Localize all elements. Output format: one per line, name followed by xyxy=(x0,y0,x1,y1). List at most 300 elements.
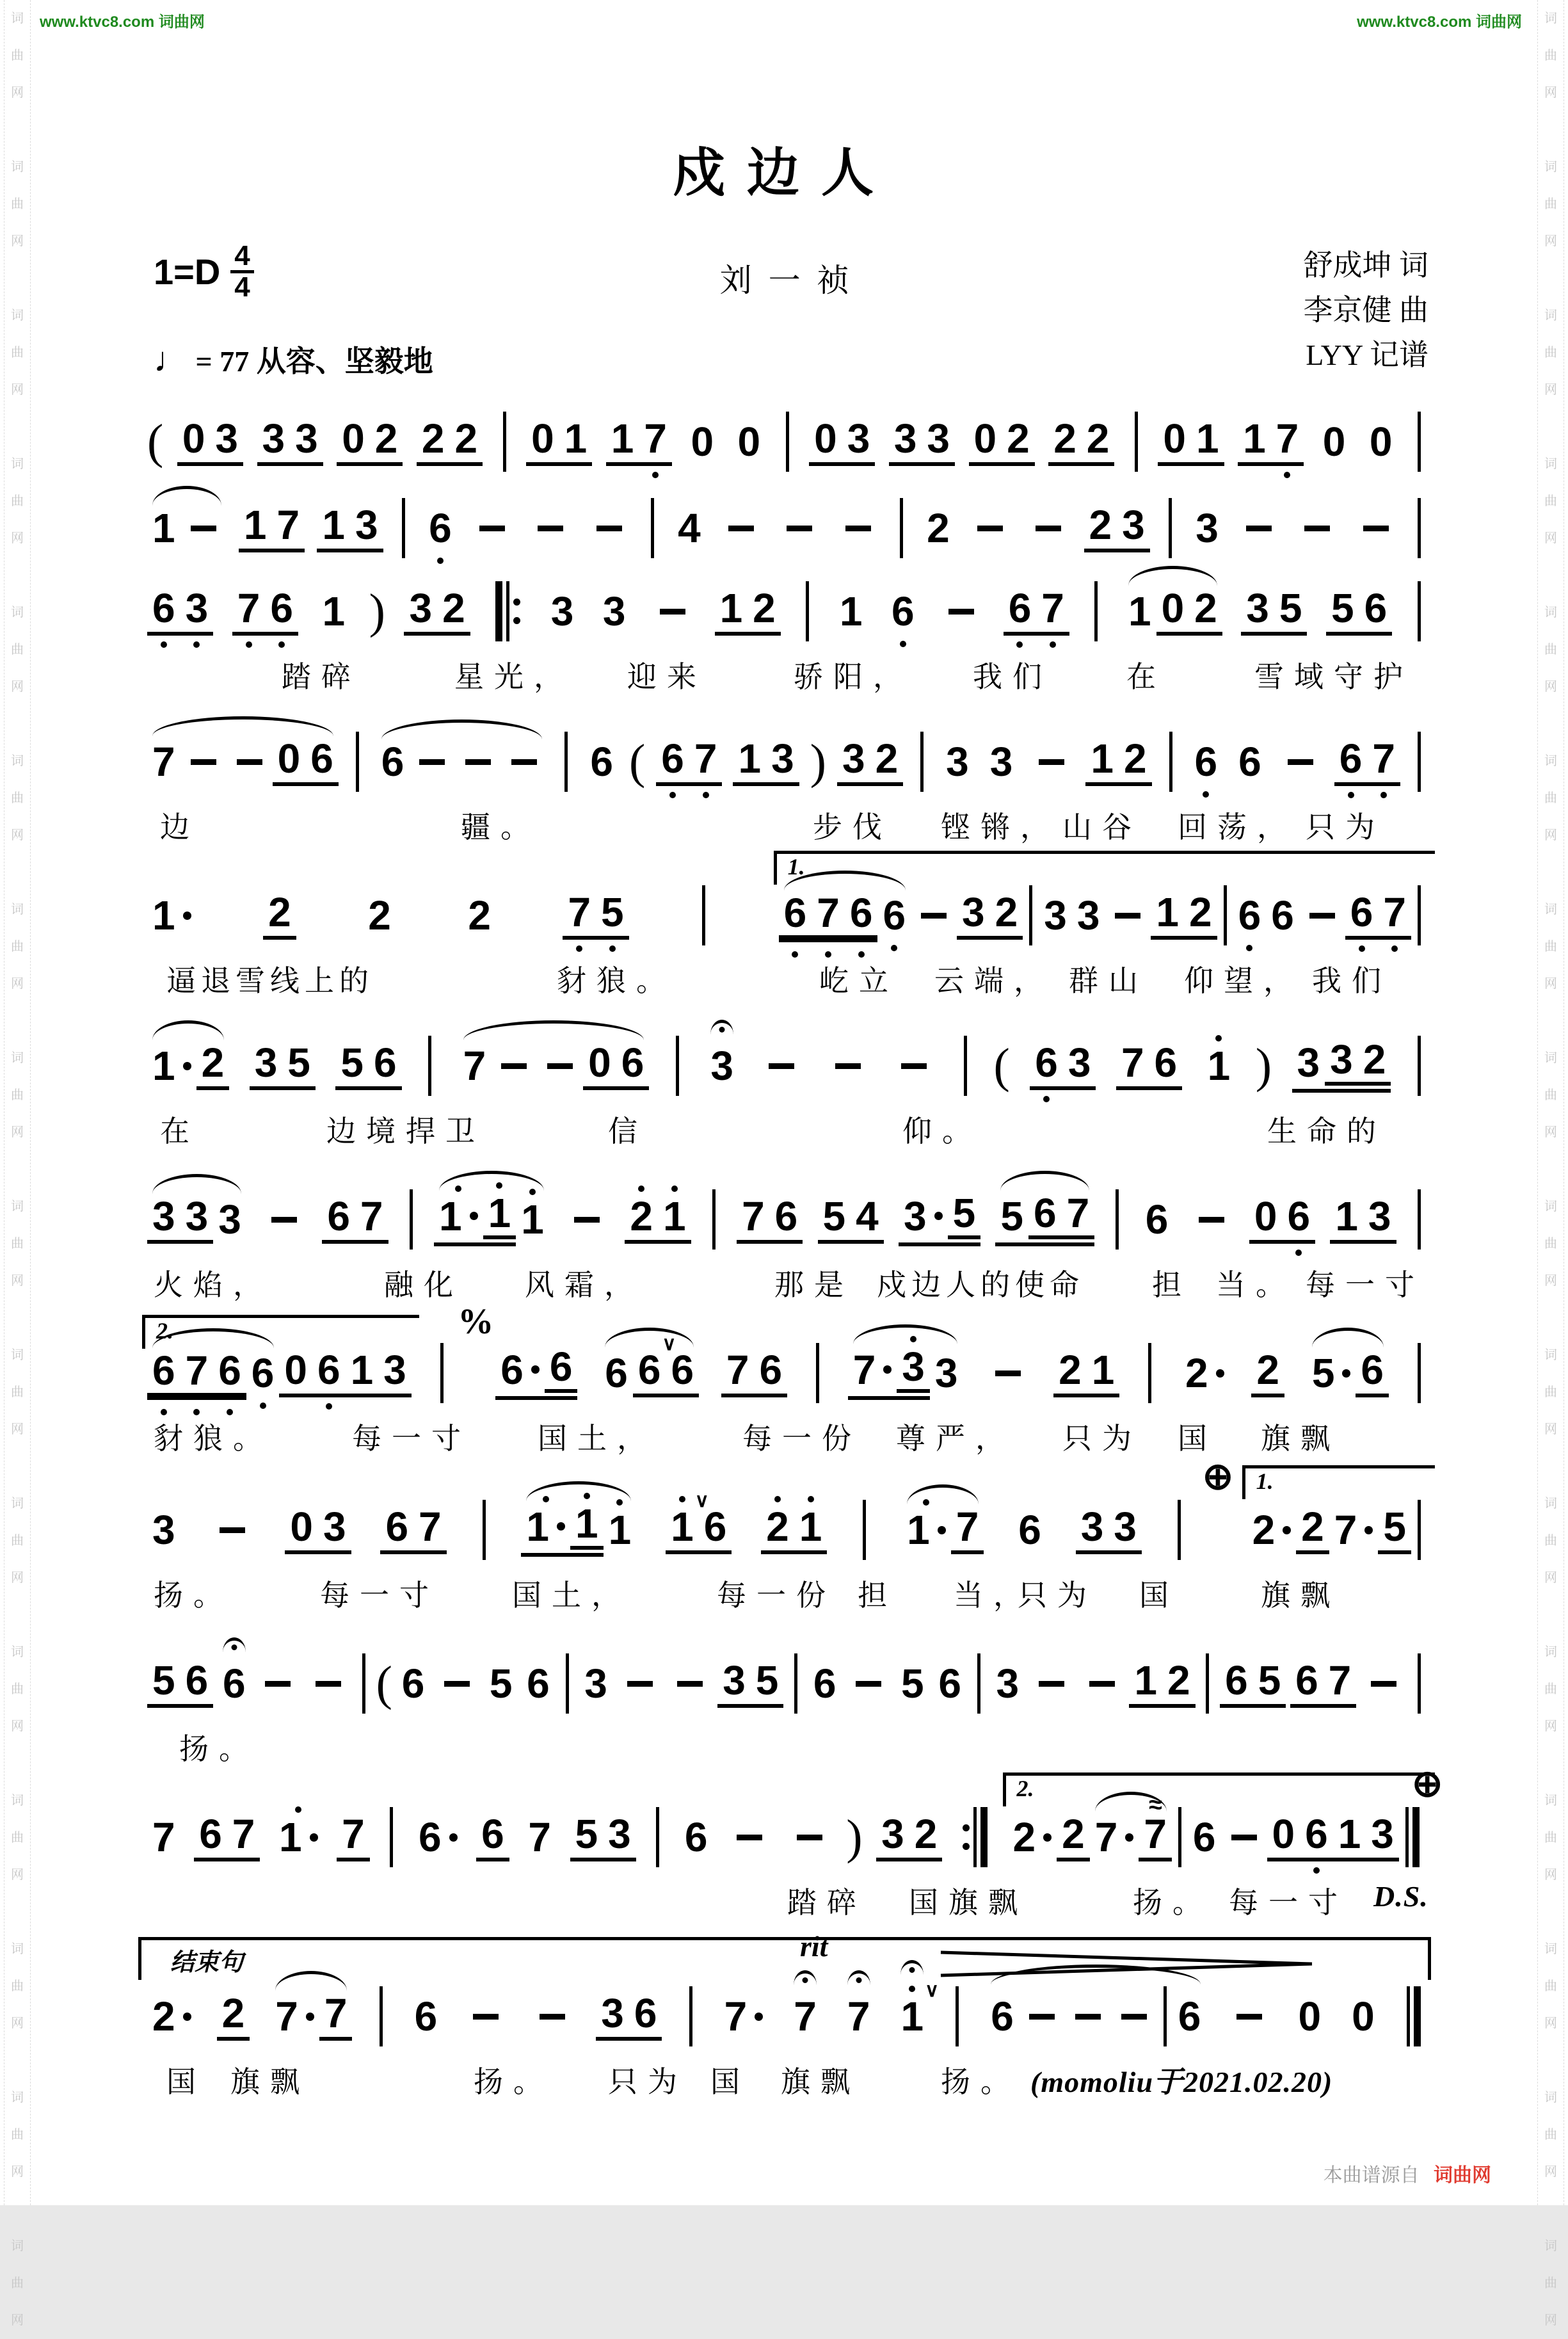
note-digit: 2 xyxy=(1363,1036,1386,1082)
note-digit: 5 xyxy=(1331,584,1354,631)
lyric-chunk: 屹立 xyxy=(819,965,899,997)
barline xyxy=(1418,1036,1421,1096)
note-digit: 1 xyxy=(521,1196,544,1242)
beam-group xyxy=(1116,1039,1182,1090)
note xyxy=(322,501,345,548)
note xyxy=(907,1507,946,1553)
note xyxy=(1371,1810,1394,1857)
augmentation-dot xyxy=(183,2013,191,2021)
lyric-chunk: 只为 xyxy=(608,2066,687,2098)
note-digit: 3 xyxy=(902,1344,925,1390)
note-digit: 6 xyxy=(783,889,807,936)
barline xyxy=(1169,732,1172,792)
note xyxy=(575,1810,598,1857)
thin-bar xyxy=(1418,1036,1421,1096)
note xyxy=(814,415,837,462)
watermark-site-top-left: www.ktvc8.com 词曲网 xyxy=(40,13,205,31)
barline xyxy=(1148,1343,1151,1403)
note xyxy=(549,1344,573,1390)
barline xyxy=(390,1807,393,1867)
note-digit: 1 xyxy=(611,415,634,462)
note-digit: 5 xyxy=(1311,1350,1335,1396)
note xyxy=(914,1810,938,1857)
note-digit: 2 xyxy=(630,1193,653,1239)
beam-group xyxy=(239,501,305,552)
note xyxy=(1252,1507,1292,1553)
thin-bar xyxy=(566,1653,569,1714)
octave-dot-below xyxy=(792,951,798,958)
duration-dash xyxy=(316,1681,341,1687)
beam-group xyxy=(948,1190,981,1239)
note xyxy=(662,1193,686,1239)
slur-arc xyxy=(1123,584,1222,636)
octave-dot-below xyxy=(900,641,906,647)
beam-group xyxy=(1053,1346,1119,1397)
duration-dash xyxy=(465,759,491,765)
note-digit: 5 xyxy=(952,1190,976,1236)
octave-dot-above xyxy=(616,1499,623,1506)
beam-group xyxy=(889,415,955,466)
octave-dot-above xyxy=(295,1806,301,1813)
note xyxy=(852,1346,892,1393)
augmentation-dot xyxy=(934,1212,943,1220)
thin-bar xyxy=(920,732,924,792)
barline xyxy=(1178,1500,1181,1560)
beam-group xyxy=(897,1346,930,1393)
note-digit: 3 xyxy=(962,888,985,935)
augmentation-dot xyxy=(531,1365,540,1374)
note xyxy=(726,1346,749,1393)
note xyxy=(794,1993,817,2039)
thin-bar xyxy=(564,732,568,792)
barline xyxy=(1164,1986,1167,2046)
slur-arc xyxy=(995,1190,1094,1246)
note-digit: 6 xyxy=(222,1660,246,1707)
beam-group xyxy=(1076,1503,1142,1554)
note-digit: 7 xyxy=(1328,1657,1352,1703)
note-digit: 3 xyxy=(550,588,574,634)
note xyxy=(152,739,175,785)
lyric-chunk: 我们 xyxy=(973,661,1052,693)
octave-dot-below xyxy=(1380,792,1387,798)
octave-dot-above xyxy=(909,1986,915,1992)
note-digit: 5 xyxy=(340,1039,364,1086)
note-digit: 3 xyxy=(152,1507,175,1553)
note-digit: 6 xyxy=(1287,1193,1311,1239)
note-digit: 7 xyxy=(1383,888,1406,935)
thin-bar xyxy=(506,581,509,641)
note-digit: 7 xyxy=(724,1993,748,2039)
note xyxy=(385,1503,409,1550)
lyrics-row xyxy=(147,1108,1427,1148)
note-digit: 3 xyxy=(185,1193,209,1239)
note xyxy=(1339,735,1363,782)
note xyxy=(1068,1039,1091,1086)
note xyxy=(1368,1193,1391,1239)
lyric-chunk: 每一寸 xyxy=(1229,1886,1348,1919)
note-digit: 4 xyxy=(678,505,701,551)
note xyxy=(342,415,365,462)
lyric-chunk: 担 xyxy=(1152,1269,1192,1301)
song-title: 戍边人 xyxy=(672,144,895,202)
octave-dot-below xyxy=(326,1403,332,1410)
note xyxy=(342,1810,365,1857)
dot xyxy=(963,1824,970,1831)
note-digit: 6 xyxy=(1295,1657,1318,1703)
octave-dot-above xyxy=(638,1186,644,1192)
beam-group xyxy=(957,888,1023,940)
note xyxy=(409,584,433,631)
barline xyxy=(1407,1986,1421,2046)
lyric-chunk: 扬。 xyxy=(941,2066,1020,2098)
bottom-credit-site-link[interactable]: 词曲网 xyxy=(1434,2165,1491,2186)
note-digit: 6 xyxy=(1364,584,1388,631)
note xyxy=(481,1810,504,1857)
thin-bar xyxy=(356,732,359,792)
note-digit: 1 xyxy=(152,1043,175,1089)
note xyxy=(1008,584,1032,631)
note xyxy=(1167,1657,1190,1703)
left-watermark-column: 词 曲 网 词 曲 网 词 曲 网 词 曲 网 词 曲 网 词 曲 网 词 曲 网 词 曲 网 词 曲 网 词 曲 网 词 曲 网 词 曲 网 词 曲 网 词 曲 网 词 曲 网 词 曲 网 xyxy=(4,0,31,2205)
lyric-chunk: 豺狼。 xyxy=(557,965,676,997)
note xyxy=(1062,1810,1085,1857)
note xyxy=(621,1039,644,1086)
barline xyxy=(566,1653,569,1714)
note xyxy=(1086,415,1110,462)
thin-bar xyxy=(973,1807,977,1867)
duration-dash xyxy=(797,1835,822,1840)
beam-group xyxy=(1326,584,1392,636)
note xyxy=(268,888,291,935)
note xyxy=(531,415,554,462)
note-digit: 6 xyxy=(849,889,873,936)
barline xyxy=(794,1653,797,1714)
note xyxy=(1122,501,1145,548)
note xyxy=(284,1346,307,1393)
coda-glyph: ⊕ xyxy=(1202,1456,1234,1497)
volta-label: 2. xyxy=(1016,1776,1034,1801)
note xyxy=(742,1193,765,1239)
repeat-dots xyxy=(513,599,520,624)
fermata-icon xyxy=(223,1637,246,1652)
note xyxy=(1311,1350,1351,1396)
note-digit: 0 xyxy=(737,419,761,465)
augmentation-dot xyxy=(310,1833,318,1842)
note-digit: 1 xyxy=(1091,1346,1115,1393)
note-digit: 6 xyxy=(185,1657,209,1703)
slur-arc xyxy=(902,1503,984,1554)
lyric-chunk: 踏碎 xyxy=(282,661,361,693)
note-digit: 3 xyxy=(1080,1503,1104,1550)
note xyxy=(218,1347,241,1394)
beam-group xyxy=(273,735,339,786)
thin-bar xyxy=(900,498,903,558)
note-digit: 6 xyxy=(549,1344,573,1390)
note-digit: 3 xyxy=(355,501,378,548)
note-digit: 6 xyxy=(1350,888,1373,935)
note-digit: 2 xyxy=(1123,735,1147,782)
note xyxy=(927,505,950,551)
note-digit: 2 xyxy=(1053,415,1076,462)
thin-bar xyxy=(964,1036,967,1096)
note-digit: 6 xyxy=(813,1660,836,1707)
duration-dash xyxy=(1231,1835,1257,1840)
octave-dot-below xyxy=(1016,641,1023,648)
duration-dash xyxy=(787,526,812,531)
note-digit: 3 xyxy=(1297,1039,1320,1086)
note-digit: 3 xyxy=(295,415,318,462)
note-digit: 2 xyxy=(268,888,291,935)
note-digit: 1 xyxy=(322,501,345,548)
note xyxy=(608,1507,632,1553)
lyric-chunk: 回荡， xyxy=(1178,811,1297,844)
duration-dash xyxy=(1309,913,1335,919)
barline xyxy=(483,1500,486,1560)
beam-group xyxy=(521,1500,603,1557)
note xyxy=(1238,739,1261,785)
thin-bar xyxy=(390,1807,393,1867)
note xyxy=(710,1043,733,1089)
beam-group xyxy=(1151,888,1217,940)
note-digit: 0 xyxy=(284,1346,307,1393)
beam-group xyxy=(1156,584,1222,636)
note-digit: 1 xyxy=(1134,1657,1157,1703)
octave-dot-above xyxy=(543,1496,549,1502)
duration-dash xyxy=(901,1063,927,1069)
duration-dash xyxy=(1371,1681,1396,1687)
beam-group xyxy=(666,1490,732,1554)
note xyxy=(893,415,917,462)
lyrics-row xyxy=(147,1879,1427,1919)
note xyxy=(724,1993,764,2039)
note xyxy=(383,1346,406,1393)
note-digit: 7 xyxy=(847,1993,870,2039)
note xyxy=(323,1503,346,1550)
note xyxy=(1196,415,1219,462)
note-digit: 0 xyxy=(1352,1993,1375,2039)
note-digit: 6 xyxy=(634,1989,657,2036)
beam-group xyxy=(1158,415,1224,466)
barline xyxy=(786,412,789,472)
lyric-chunk: 当， xyxy=(954,1579,1033,1612)
note-digit: 0 xyxy=(814,415,837,462)
note-digit: 0 xyxy=(1161,584,1185,631)
note-digit: 5 xyxy=(152,1657,175,1703)
beam-group xyxy=(733,735,799,786)
note-digit: 0 xyxy=(1254,1193,1277,1239)
lyric-chunk: 扬。 xyxy=(1133,1886,1212,1919)
note xyxy=(671,1490,709,1550)
beam-group xyxy=(779,889,878,939)
note-digit: 2 xyxy=(152,1993,175,2039)
note xyxy=(526,1503,565,1550)
barline xyxy=(712,1189,716,1250)
barline xyxy=(702,885,705,945)
beam-group xyxy=(1378,1503,1411,1554)
duration-dash xyxy=(191,526,216,531)
octave-dot-above xyxy=(923,1499,929,1506)
note xyxy=(1034,1190,1057,1236)
barline xyxy=(977,1653,980,1714)
thin-bar xyxy=(712,1189,716,1250)
note xyxy=(817,889,840,936)
beam-group xyxy=(1139,1791,1172,1861)
note xyxy=(737,419,761,465)
lyric-chunk: 生命的 xyxy=(1267,1115,1386,1148)
note xyxy=(152,892,191,938)
note-digit: 3 xyxy=(996,1660,1020,1707)
credit-composer: 李京健 曲 xyxy=(1303,293,1428,326)
augmentation-dot xyxy=(557,1522,565,1531)
note xyxy=(355,501,378,548)
beam-group xyxy=(1345,888,1411,940)
thin-bar xyxy=(1418,732,1421,792)
note xyxy=(201,1039,225,1086)
duration-dash xyxy=(845,526,871,531)
note-digit: 1 xyxy=(1128,588,1151,634)
note xyxy=(1383,1503,1406,1550)
thin-bar xyxy=(503,412,506,472)
note xyxy=(215,415,238,462)
duration-dash xyxy=(540,2014,565,2020)
barline xyxy=(676,1036,679,1096)
note xyxy=(1000,1193,1024,1239)
duration-dash xyxy=(948,609,974,615)
lyric-chunk: 国 xyxy=(166,2066,206,2098)
lyric-chunk: 在 xyxy=(160,1115,200,1148)
lyrics-row xyxy=(147,1415,1427,1455)
note-digit: 1 xyxy=(1335,1193,1358,1239)
music-system-10 xyxy=(147,1652,1427,1765)
barline xyxy=(1418,581,1421,641)
note-digit: 5 xyxy=(601,888,624,935)
note-digit: 6 xyxy=(1145,1196,1169,1242)
note-digit: 2 xyxy=(1062,1810,1085,1857)
note xyxy=(418,1814,458,1860)
note-digit: 3 xyxy=(1044,892,1067,938)
lyric-chunk: 国土， xyxy=(512,1579,631,1612)
thin-bar xyxy=(1164,1986,1167,2046)
music-system-7 xyxy=(147,1187,1427,1301)
volta-bracket xyxy=(779,854,1427,945)
note-digit: 5 xyxy=(901,1660,924,1707)
note xyxy=(1305,1810,1328,1857)
beam-group xyxy=(1249,1193,1315,1244)
barline xyxy=(1418,412,1421,472)
octave-dot-above xyxy=(671,1186,678,1192)
note xyxy=(1091,1346,1115,1393)
note xyxy=(1189,888,1212,935)
note xyxy=(275,1993,314,2039)
ending-phrase-label: 结束句 xyxy=(170,1949,244,1976)
note-digit: 3 xyxy=(847,415,870,462)
note-digit: 2 xyxy=(1252,1507,1276,1553)
thin-bar xyxy=(483,1500,486,1560)
note-digit: 2 xyxy=(995,888,1018,935)
beam-group xyxy=(1356,1346,1389,1397)
note xyxy=(324,1989,348,2036)
beam-group xyxy=(837,735,903,786)
beam-group xyxy=(495,1346,577,1400)
note xyxy=(900,1980,940,2039)
barline xyxy=(1418,1343,1421,1403)
note-digit: 6 xyxy=(892,588,915,634)
note-digit: 2 xyxy=(1007,415,1030,462)
lyric-chunk: 那是 xyxy=(774,1269,854,1301)
thick-bar xyxy=(1414,1986,1421,2046)
note xyxy=(989,739,1013,785)
note xyxy=(952,1190,976,1236)
barline xyxy=(1206,1653,1209,1714)
note-digit: 3 xyxy=(254,1039,278,1086)
note xyxy=(902,1344,925,1390)
beam-group xyxy=(250,1039,316,1090)
note xyxy=(278,1814,318,1860)
note-digit: 6 xyxy=(774,1193,798,1239)
octave-dot-above xyxy=(679,1496,685,1502)
note xyxy=(185,584,209,631)
note-digit: 7 xyxy=(419,1503,442,1550)
duration-dash xyxy=(596,526,622,531)
note-digit: 2 xyxy=(1256,1346,1279,1393)
barline xyxy=(964,1036,967,1096)
note-digit: 3 xyxy=(1196,505,1219,551)
octave-dot-below xyxy=(1050,641,1056,648)
note xyxy=(1279,584,1302,631)
note-digit: 2 xyxy=(454,415,478,462)
note-digit: 1 xyxy=(900,1993,924,2039)
thin-bar xyxy=(1224,885,1227,945)
lyrics-row xyxy=(147,654,1427,693)
note-digit: 0 xyxy=(1163,415,1186,462)
octave-dot-below xyxy=(1313,1867,1320,1874)
note xyxy=(590,739,613,785)
note xyxy=(1066,1190,1090,1236)
slur-arc xyxy=(147,735,339,786)
note xyxy=(350,1346,374,1393)
duration-dash xyxy=(538,526,563,531)
note-digit: 3 xyxy=(215,415,238,462)
beam-group xyxy=(285,1503,351,1554)
duration-dash xyxy=(1246,526,1272,531)
barline xyxy=(1418,1500,1421,1560)
note xyxy=(1089,501,1112,548)
note xyxy=(661,735,684,782)
duration-dash xyxy=(479,526,505,531)
music-system-3 xyxy=(147,579,1427,693)
notes-row xyxy=(147,1302,1427,1405)
duration-dash xyxy=(728,526,754,531)
notes-row xyxy=(147,1763,1443,1869)
slur-arc xyxy=(270,1989,352,2041)
parenthesis: ( xyxy=(993,1039,1010,1093)
note-digit: 7 xyxy=(694,735,717,782)
note-digit: 1 xyxy=(439,1193,462,1239)
note xyxy=(694,735,717,782)
lyrics-row xyxy=(147,1262,1427,1301)
lyric-chunk: 国土， xyxy=(538,1422,657,1455)
note-digit: 7 xyxy=(232,1810,255,1857)
note xyxy=(152,1193,175,1239)
duration-dash xyxy=(547,1063,573,1069)
note-digit: 3 xyxy=(927,415,950,462)
note xyxy=(1128,588,1151,634)
note xyxy=(152,505,175,551)
lyric-chunk: 逼退雪线上的 xyxy=(166,965,374,997)
lyric-chunk: 扬。 xyxy=(154,1579,233,1612)
barline xyxy=(402,498,405,558)
note xyxy=(568,888,591,935)
